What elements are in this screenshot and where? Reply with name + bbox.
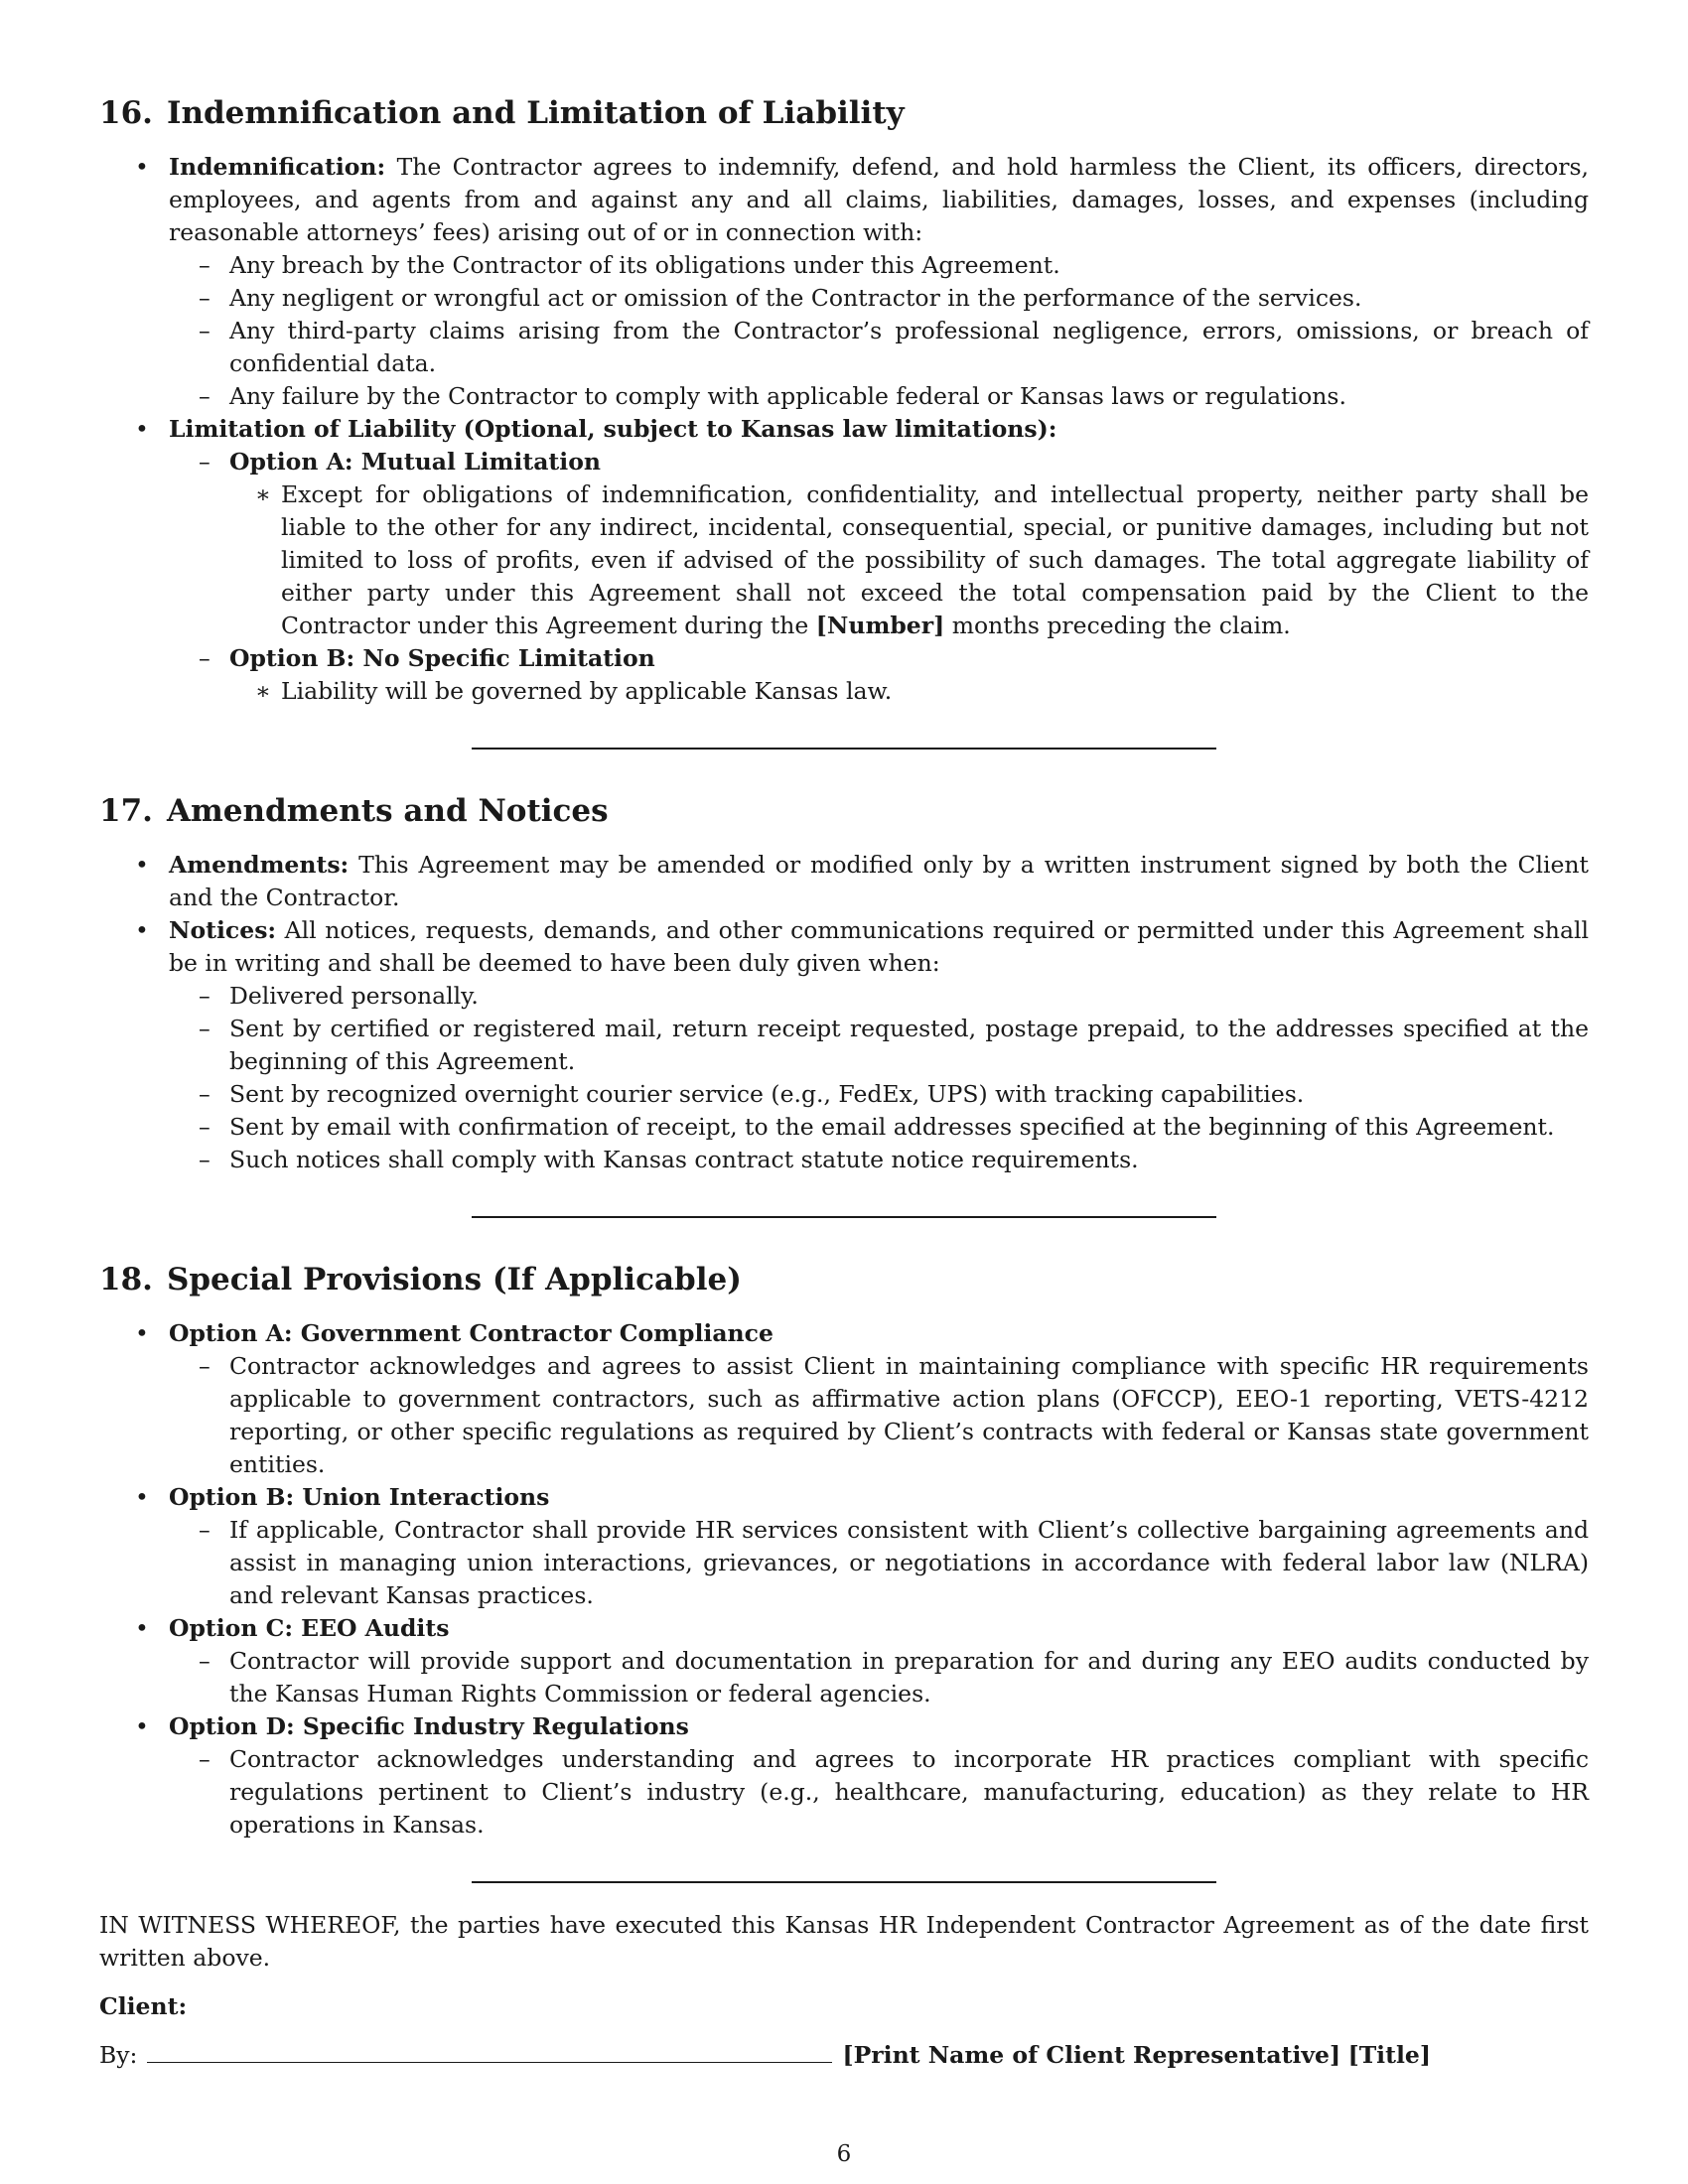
option-b-item — [169, 642, 1589, 708]
indemnification-item — [99, 151, 1589, 413]
dash-icon: – — [199, 1647, 211, 1675]
provision-option-b — [99, 1481, 1589, 1612]
bullet-icon: • — [135, 851, 149, 879]
list-item: – Contractor acknowledges understanding and agrees to incorporate HR practices compliant with specific regulations pertinent to Client’s industry (e.g., healthcare, manufacturing, education) as they relate to HR operations in Kansas. — [199, 1745, 1589, 1839]
dash-icon: – — [199, 1516, 211, 1544]
witness-paragraph: IN WITNESS WHEREOF, the parties have executed this Kansas HR Independent Contractor Agreement as of the date first written above. — [99, 1911, 1589, 1972]
list-item: – Contractor acknowledges and agrees to assist Client in maintaining compliance with specific HR requirements applicable to government contractors, such as affirmative action plans (OFCCP), EEO-1 reporting, VETS-4212 reporting, or other specific regulations as required by Client’s contracts with federal or Kansas state government entities. — [199, 1352, 1589, 1478]
dash-icon: – — [199, 448, 211, 476]
dash-icon: – — [199, 1146, 211, 1173]
bullet-icon: • — [135, 153, 149, 181]
notices-label: Notices: — [169, 916, 277, 944]
limitation-label: Limitation of Liability (Optional, subject to Kansas law limitations): — [169, 415, 1057, 443]
limitation-sublist — [169, 446, 1589, 708]
list-item: – Any third-party claims arising from the Contractor’s professional negligence, errors, omissions, or breach of confidential data. — [199, 317, 1589, 377]
dash-icon: – — [199, 382, 211, 410]
asterisk-icon: ∗ — [255, 480, 271, 508]
list-item: – If applicable, Contractor shall provide HR services consistent with Client’s collective bargaining agreements and assist in managing union interactions, grievances, or negotiations in accordance with federal labor law (NLRA) and relevant Kansas practices. — [199, 1516, 1589, 1609]
list-item: – Any failure by the Contractor to comply with applicable federal or Kansas laws or regulations. — [169, 380, 1589, 413]
provision-option-a — [99, 1317, 1589, 1481]
dash-icon: – — [199, 1015, 211, 1042]
client-label: Client: — [99, 1992, 188, 2020]
amendments-label: Amendments: — [169, 851, 350, 879]
dash-icon: – — [199, 982, 211, 1010]
option-b-label: Option B: No Specific Limitation — [229, 644, 655, 672]
list-item: – Sent by email with confirmation of receipt, to the email addresses specified at the beginning of this Agreement. — [169, 1111, 1589, 1144]
bullet-icon: • — [135, 1712, 149, 1740]
section-title: Indemnification and Limitation of Liability — [166, 95, 905, 131]
amendments-item — [99, 849, 1589, 914]
list-item: ∗ Liability will be governed by applicable Kansas law. — [229, 675, 1589, 708]
list-item: – Sent by certified or registered mail, return receipt requested, postage prepaid, to the addresses specified at the beginning of this Agreement. — [199, 1015, 1589, 1075]
section-18-list — [99, 1317, 1589, 1842]
number-placeholder: [Number] — [815, 612, 945, 639]
list-item: ∗ Except for obligations of indemnification, confidentiality, and intellectual property, neither party shall be liable to the other for any indirect, incidental, consequential, special, or punitive damages, including but not limited to loss of profits, even if advised of the possibility of such damages. The total aggregate liability of either party under this Agreement shall not exceed the total compensation paid by the Client to the Contractor under this Agreement during the [Number] months preceding the claim. — [255, 480, 1589, 639]
bullet-icon: • — [135, 916, 149, 944]
section-number: 16. — [99, 95, 153, 131]
section-17-list — [99, 849, 1589, 1176]
list-item: – Contractor will provide support and documentation in preparation for and during any EEO audits conducted by the Kansas Human Rights Commission or federal agencies. — [199, 1647, 1589, 1707]
asterisk-icon: ∗ — [255, 677, 271, 705]
option-label: Option A: Government Contractor Compliance — [169, 1319, 774, 1347]
option-label: Option B: Union Interactions — [169, 1483, 550, 1511]
list-item: – Any negligent or wrongful act or omission of the Contractor in the performance of the services. — [169, 282, 1589, 315]
dash-icon: – — [199, 644, 211, 672]
bullet-icon: • — [135, 415, 149, 443]
notices-sublist — [169, 980, 1589, 1176]
section-18-heading — [99, 1258, 1589, 1301]
bullet-icon: • — [135, 1483, 149, 1511]
section-number: 18. — [99, 1262, 153, 1297]
dash-icon: – — [199, 317, 211, 344]
section-title: Amendments and Notices — [166, 793, 609, 829]
section-number: 17. — [99, 793, 153, 829]
list-item: – Delivered personally. — [169, 980, 1589, 1013]
dash-icon: – — [199, 1745, 211, 1773]
signature-row — [99, 2039, 1589, 2072]
indemnification-text: The Contractor agrees to indemnify, defend, and hold harmless the Client, its officers, directors, employees, and agents from and against any and all claims, liabilities, damages, losses, and expenses (including reasonable attorneys’ fees) arising out of or in connection with: — [169, 153, 1589, 246]
dash-icon: – — [199, 1352, 211, 1380]
list-item: – Sent by recognized overnight courier service (e.g., FedEx, UPS) with tracking capabilities. — [169, 1078, 1589, 1111]
provision-option-d — [99, 1710, 1589, 1842]
option-label: Option D: Specific Industry Regulations — [169, 1712, 689, 1740]
bullet-icon: • — [135, 1319, 149, 1347]
list-item: – Any breach by the Contractor of its obligations under this Agreement. — [169, 249, 1589, 282]
print-name-placeholder: [Print Name of Client Representative] — [842, 2041, 1341, 2069]
page-number: 6 — [836, 2141, 852, 2167]
indemnification-label: Indemnification: — [169, 153, 386, 181]
dash-icon: – — [199, 284, 211, 312]
notices-item — [99, 914, 1589, 1176]
section-16-heading — [99, 91, 1589, 135]
section-17-heading — [99, 789, 1589, 833]
document-page — [99, 91, 1589, 2072]
title-placeholder: [Title] — [1347, 2041, 1431, 2069]
by-label: By: — [99, 2041, 138, 2069]
option-a-item — [169, 446, 1589, 642]
limitation-item — [99, 413, 1589, 708]
section-title: Special Provisions (If Applicable) — [166, 1262, 742, 1297]
signature-line[interactable] — [147, 2040, 832, 2063]
dash-icon: – — [199, 1080, 211, 1108]
indemnification-sublist — [169, 249, 1589, 413]
bullet-icon: • — [135, 1614, 149, 1642]
dash-icon: – — [199, 251, 211, 279]
option-label: Option C: EEO Audits — [169, 1614, 450, 1642]
list-item: – Such notices shall comply with Kansas contract statute notice requirements. — [169, 1144, 1589, 1176]
notices-text: All notices, requests, demands, and other communications required or permitted under this Agreement shall be in writing and shall be deemed to have been duly given when: — [169, 916, 1589, 977]
section-16-list — [99, 151, 1589, 708]
provision-option-c — [99, 1612, 1589, 1710]
amendments-text: This Agreement may be amended or modified only by a written instrument signed by both the Client and the Contractor. — [169, 851, 1589, 911]
dash-icon: – — [199, 1113, 211, 1141]
option-a-label: Option A: Mutual Limitation — [229, 448, 601, 476]
